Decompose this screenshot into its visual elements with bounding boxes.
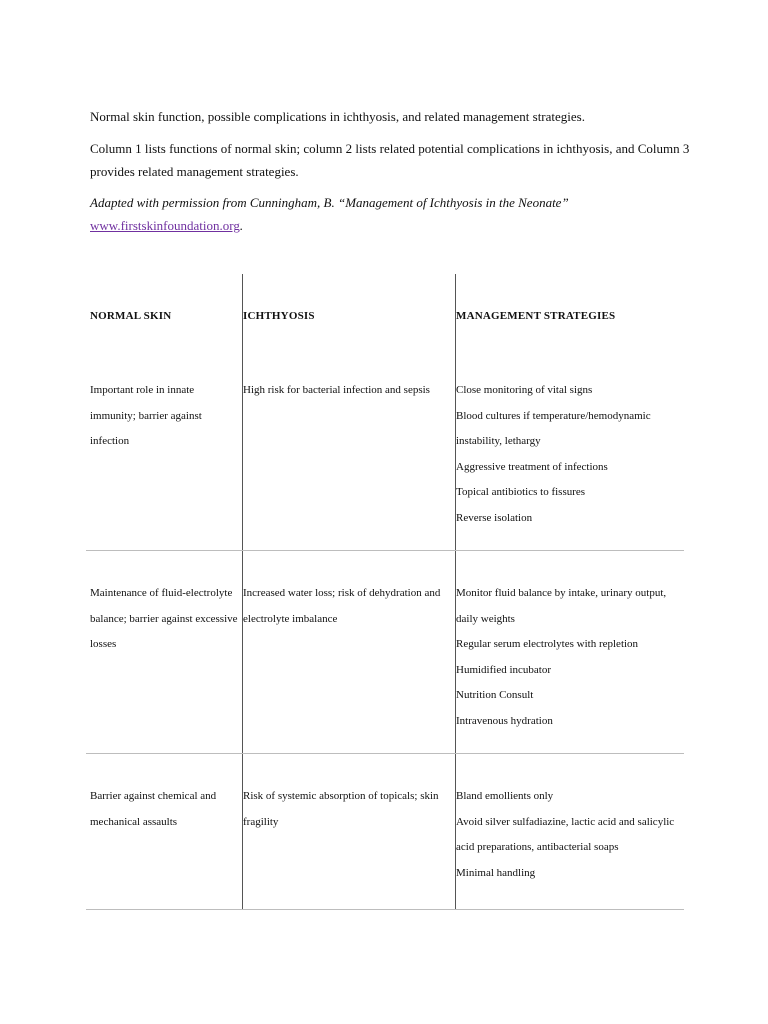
row3-strategies [456,784,684,886]
row2-ichthyosis: Increased water loss; risk of dehydration and electrolyte imbalance [243,587,441,625]
header-normal-skin: NORMAL SKIN [90,310,172,322]
strategy-item: Bland emollients only [456,790,554,802]
row-divider-1 [86,550,684,551]
header-management-strategies: MANAGEMENT STRATEGIES [456,310,616,322]
strategy-item: Blood cultures if temperature/hemodynamic instability, lethargy [456,409,651,447]
strategy-item: Nutrition Consult [456,689,534,701]
row-divider-2 [86,753,684,754]
header-ichthyosis: ICHTHYOSIS [243,310,315,322]
row-divider-3 [86,909,684,910]
row2-normal-skin: Maintenance of fluid-electrolyte balance; barrier against excessive losses [90,587,238,650]
strategy-item: Intravenous hydration [456,714,553,727]
row3-normal-skin: Barrier against chemical and mechanical assaults [90,790,217,828]
caption-title: Normal skin function, possible complications in ichthyosis, and related management strategies. [90,109,585,124]
row1-normal-skin: Important role in innate immunity; barrier against infection [90,384,202,447]
strategy-item: Topical antibiotics to fissures [456,486,586,498]
row3-ichthyosis: Risk of systemic absorption of topicals; skin fragility [243,790,439,828]
attribution-suffix: . [239,218,244,233]
strategy-item: Humidified incubator [456,663,552,676]
row1-ichthyosis: High risk for bacterial infection and sepsis [243,384,430,396]
strategy-item: Monitor fluid balance by intake, urinary output, daily weights [456,587,667,625]
strategy-item: Close monitoring of vital signs [456,384,593,396]
foundation-link[interactable]: www.firstskinfoundation.org [90,218,240,233]
strategy-item: Minimal handling [456,866,536,879]
strategy-item: Reverse isolation [456,511,533,524]
caption-description: Column 1 lists functions of normal skin; column 2 lists related potential complications in ichthyosis, and Column 3 provides related management strategies. [90,141,690,179]
attribution-text: Adapted with permission from Cunningham, B. “Management of Ichthyosis in the Neonate” [90,195,569,210]
row1-strategies [456,378,684,531]
row2-strategies [456,581,684,734]
strategy-item: Avoid silver sulfadiazine, lactic acid and salicylic acid preparations, antibacterial soaps [456,815,675,853]
attribution [90,191,690,237]
strategy-item: Aggressive treatment of infections [456,460,608,473]
strategy-item: Regular serum electrolytes with repletion [456,638,639,650]
